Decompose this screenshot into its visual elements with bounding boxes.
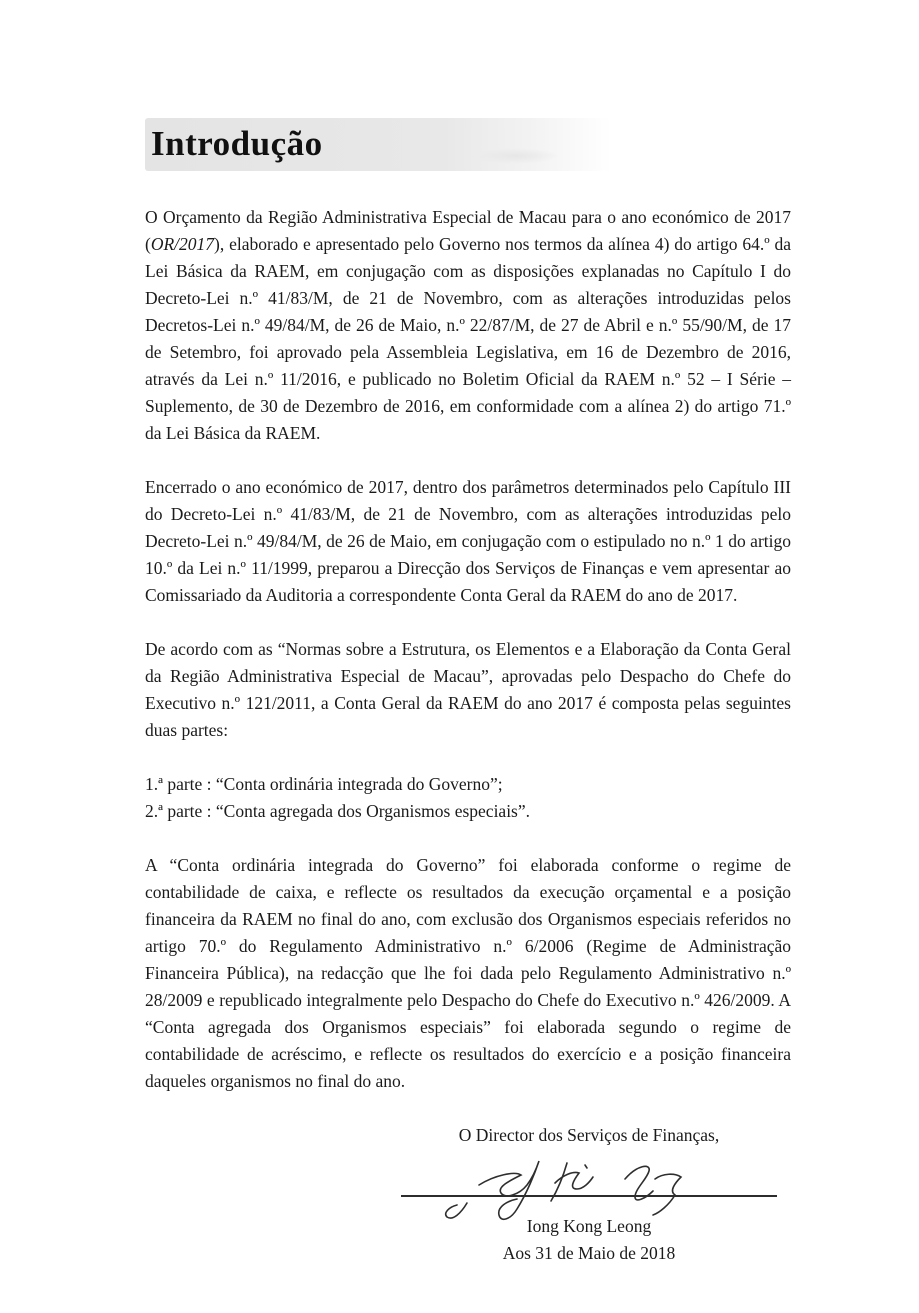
paragraph-1 (145, 204, 791, 447)
signature-date: Aos 31 de Maio de 2018 (502, 1243, 676, 1263)
handwritten-signature (409, 1151, 749, 1229)
paragraph-4: A “Conta ordinária integrada do Governo” foi elaborada conforme o regime de contabilidade de caixa, e reflecte os resultados da execução orçamental e a posição financeira da RAEM no final do ano, com exclusão dos Organismos especiais referidos no artigo 70.º do Regulamento Administrativo n.º 6/2006 (Regime de Administração Financeira Pública), na redacção que lhe foi dada pelo Regulamento Administrativo n.º 28/2009 e republicado integralmente pelo Despacho do Chefe do Executivo n.º 426/2009. A “Conta agregada dos Organismos especiais” foi elaborada segundo o regime de contabilidade de acréscimo, e reflecte os resultados do exercício e a posição financeira daqueles organismos no final do ano. (145, 855, 791, 1091)
paragraph-1-italic: OR/2017 (150, 234, 215, 254)
list-item: 2.ª parte : “Conta agregada dos Organismos especiais”. (145, 801, 531, 821)
body-text (145, 204, 791, 1095)
title-highlight (145, 118, 626, 171)
paragraph-1-text-cont: ), elaborado e apresentado pelo Governo nos termos da alínea 4) do artigo 64.º da Lei Básica da RAEM, em conjugação com as disposições explanadas no Capítulo I do Decreto-Lei n.º 41/83/M, de 21 de Novembro, com as alterações introduzidas pelos Decretos-Lei n.º 49/84/M, de 26 de Maio, n.º 22/87/M, de 27 de Abril e n.º 55/90/M, de 17 de Setembro, foi aprovado pela Assembleia Legislativa, em 16 de Dezembro de 2016, através da Lei n.º 11/2016, e publicado no Boletim Oficial da RAEM n.º 52 – I Série – Suplemento, de 30 de Dezembro de 2016, em conformidade com a alínea 2) do artigo 71.º da Lei Básica da RAEM. (145, 234, 791, 443)
page-title: Introdução (151, 124, 323, 163)
list-item: 1.ª parte : “Conta ordinária integrada do Governo”; (145, 774, 503, 794)
paragraph-1-text: O Orçamento da Região Administrativa Especial de Macau para o ano económico de 2017 ( (145, 207, 791, 254)
paragraph-2: Encerrado o ano económico de 2017, dentro dos parâmetros determinados pelo Capítulo III do Decreto-Lei n.º 41/83/M, de 21 de Novembro, com as alterações introduzidas pelo Decreto-Lei n.º 49/84/M, de 26 de Maio, em conjugação com o estipulado no n.º 1 do artigo 10.º da Lei n.º 11/1999, preparou a Direcção dos Serviços de Finanças e vem apresentar ao Comissariado da Auditoria a correspondente Conta Geral da RAEM do ano de 2017. (145, 477, 791, 605)
signature-area (399, 1151, 779, 1213)
page-content (145, 118, 791, 1267)
signature-block (399, 1122, 779, 1267)
signature-name: Iong Kong Leong (526, 1216, 652, 1236)
parts-list (145, 771, 791, 825)
paragraph-3: De acordo com as “Normas sobre a Estrutura, os Elementos e a Elaboração da Conta Geral da Região Administrativa Especial de Macau”, aprovadas pelo Despacho do Chefe do Executivo n.º 121/2011, a Conta Geral da RAEM do ano 2017 é composta pelas seguintes duas partes: (145, 639, 791, 740)
signature-role: O Director dos Serviços de Finanças, (458, 1125, 720, 1145)
